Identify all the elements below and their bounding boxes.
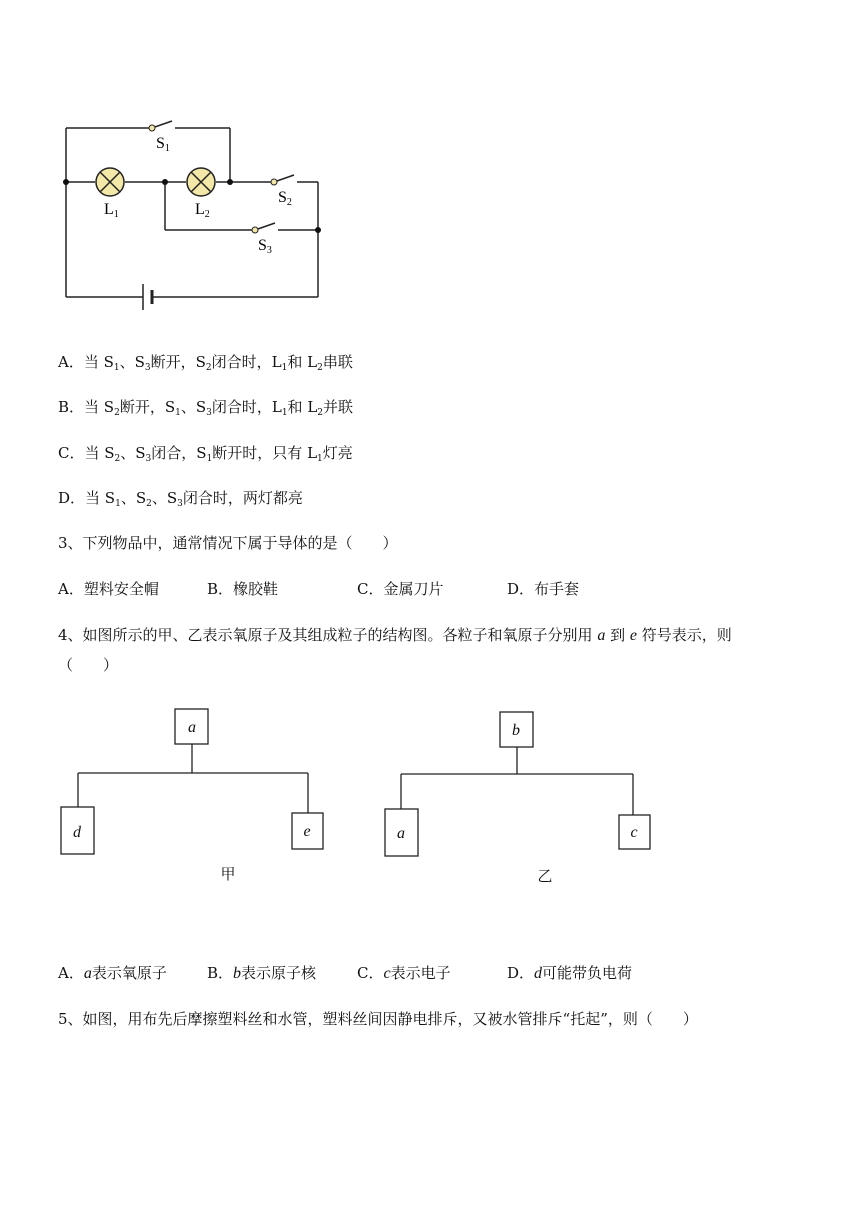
q3-option-d: D．布手套 (507, 580, 580, 598)
q2-option-d: D．当 $S_1$、$S_2$、$S_3$闭合时，两灯都亮 (58, 489, 303, 509)
yi-caption: 乙 (537, 867, 553, 885)
jia-left-box-label: d (73, 824, 81, 841)
jia-top-box-label: a (188, 719, 196, 736)
label-l2: L2 (195, 201, 210, 220)
label-l1: L1 (104, 201, 119, 220)
switch-s3 (252, 227, 258, 233)
switch-s1 (149, 125, 155, 131)
yi-right-box-label: c (630, 824, 638, 841)
label-s1: S1 (156, 135, 170, 154)
q4-stem-bracket: （ ） (58, 656, 119, 674)
circuit-diagram (0, 0, 360, 330)
q2-option-a: A．当 $S_1$、$S_3$断开，$S_2$闭合时，$L_1$和 $L_2$串联 (58, 353, 353, 373)
yi-left-box-label: a (397, 825, 405, 842)
yi-top-box-label: b (512, 722, 520, 739)
lamp-l1-icon (96, 168, 124, 196)
q2-option-b: B．当 $S_2$断开，$S_1$、$S_3$闭合时，$L_1$和 $L_2$并联 (58, 398, 354, 418)
switch-s2 (271, 179, 277, 185)
jia-caption: 甲 (220, 865, 236, 883)
q4-option-d: D．d可能带负电荷 (507, 964, 633, 982)
q4-stem: 4、如图所示的甲、乙表示氧原子及其组成粒子的结构图。各粒子和氧原子分别用 a 到 e 符号表示，则 (58, 626, 732, 644)
q2-option-c: C．当 $S_2$、$S_3$闭合，$S_1$断开时，只有 $L_1$灯亮 (58, 444, 353, 464)
q4-option-a: A．a表示氧原子 (58, 964, 167, 982)
q3-option-b: B．橡胶鞋 (207, 580, 279, 598)
q5-stem: 5、如图，用布先后摩擦塑料丝和水管，塑料丝间因静电排斥，又被水管排斥“托起”，则（ ） (58, 1010, 698, 1028)
lamp-l2-icon (187, 168, 215, 196)
label-s2: S2 (278, 189, 292, 208)
jia-right-box-label: e (303, 823, 311, 840)
q3-option-a: A．塑料安全帽 (58, 580, 159, 598)
q4-option-b: B．b表示原子核 (207, 964, 317, 982)
atom-structure-diagram (0, 695, 700, 895)
q3-option-c: C．金属刀片 (357, 580, 444, 598)
q3-stem: 3、下列物品中，通常情况下属于导体的是（ ） (58, 534, 398, 552)
q4-option-c: C．c表示电子 (357, 964, 451, 982)
label-s3: S3 (258, 237, 272, 256)
